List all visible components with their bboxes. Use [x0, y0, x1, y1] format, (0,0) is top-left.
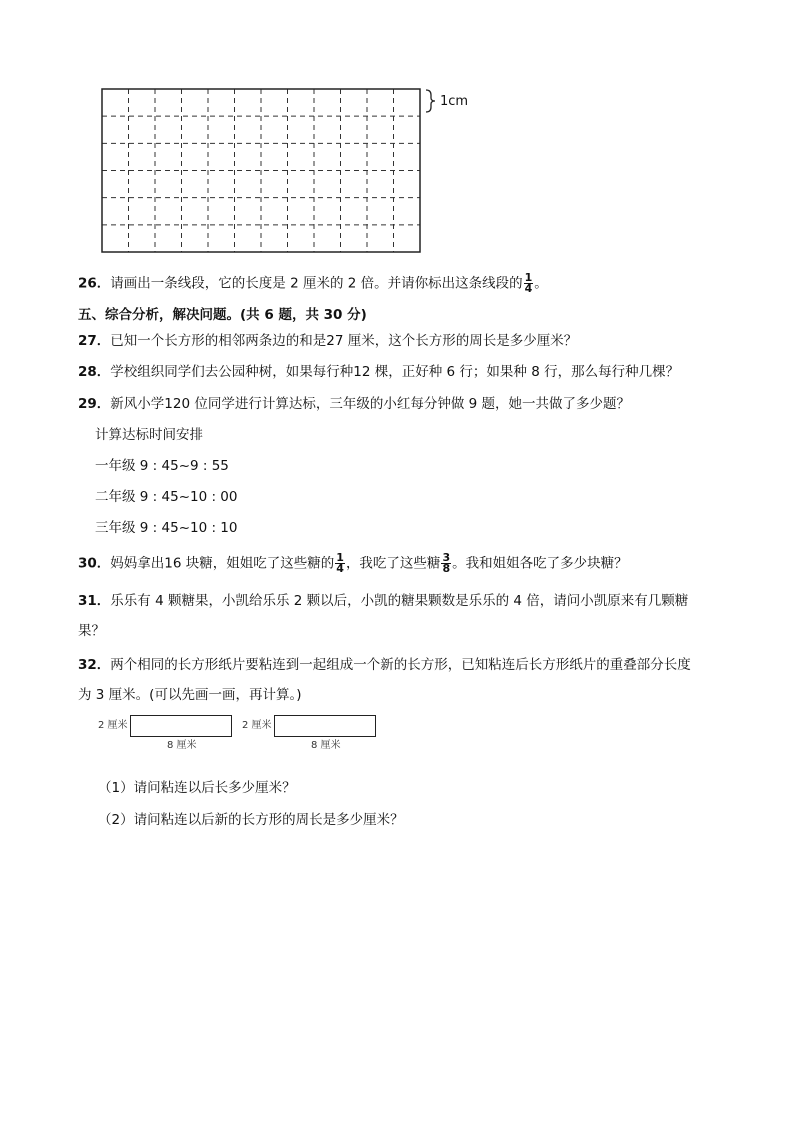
fraction-denominator: 8 — [442, 562, 451, 575]
question-end: 。 — [534, 275, 548, 292]
schedule-row: 三年级 9 : 45~10 : 10 — [95, 520, 238, 536]
question-text: 请画出一条线段，它的长度是 2 厘米的 2 倍。并请你标出这条线段的 — [110, 275, 523, 292]
question-27 — [78, 331, 577, 351]
question-text: 妈妈拿出16 块糖，姐姐吃了这些糖的 — [110, 555, 335, 572]
rectangle-paper-1 — [130, 715, 232, 737]
schedule-title: 计算达标时间安排 — [95, 427, 203, 443]
scale-bracket-icon — [424, 88, 440, 114]
question-30 — [78, 553, 628, 574]
fraction-numerator: 1 — [336, 551, 344, 564]
fraction-numerator: 1 — [524, 271, 533, 284]
question-number: 26． — [78, 275, 111, 292]
rect2-width-label: 8 厘米 — [311, 740, 341, 751]
question-text: ，我吃了这些糖 — [345, 555, 441, 572]
question-text: 乐乐有 4 颗糖果，小凯给乐乐 2 颗以后，小凯的糖果颗数是乐乐的 4 倍，请问小凯原来有几颗糖 — [110, 593, 689, 609]
fraction — [335, 553, 345, 574]
fraction-denominator: 4 — [336, 562, 344, 575]
question-text: 。我和姐姐各吃了多少块糖？ — [452, 555, 628, 572]
fraction — [524, 273, 534, 294]
rect2-height-label: 2 厘米 — [242, 720, 272, 731]
rect1-height-label: 2 厘米 — [98, 720, 128, 731]
rect1-width-label: 8 厘米 — [167, 740, 197, 751]
schedule-row: 一年级 9 : 45~9 : 55 — [95, 458, 229, 474]
grid-scale-label: 1cm — [440, 94, 469, 109]
rectangle-paper-2 — [274, 715, 376, 737]
fraction-numerator: 3 — [442, 551, 451, 564]
section-title: 五、综合分析，解决问题。(共 6 题，共 30 分) — [78, 307, 367, 323]
question-31 — [78, 591, 688, 611]
question-32-continued: 为 3 厘米。(可以先画一画，再计算。) — [78, 687, 302, 703]
question-32 — [78, 655, 691, 675]
schedule-row: 二年级 9 : 45~10 : 00 — [95, 489, 238, 505]
grid-lines — [102, 89, 420, 252]
question-text: 学校组织同学们去公园种树，如果每行种12 棵，正好种 6 行；如果种 8 行，那么每行种几棵？ — [110, 364, 680, 380]
question-number: 27． — [78, 333, 111, 349]
question-number: 28． — [78, 364, 111, 380]
question-text: 新风小学120 位同学进行计算达标，三年级的小红每分钟做 9 题，她一共做了多少题？ — [110, 396, 631, 412]
fraction — [441, 553, 451, 574]
question-text: 两个相同的长方形纸片要粘连到一起组成一个新的长方形，已知粘连后长方形纸片的重叠部分长度 — [110, 657, 691, 673]
sub-question-2: （2）请问粘连以后新的长方形的周长是多少厘米？ — [98, 812, 404, 828]
centimeter-grid — [100, 87, 430, 255]
question-number: 30． — [78, 555, 111, 572]
question-29 — [78, 394, 630, 414]
question-31-continued: 果？ — [78, 623, 105, 639]
question-28 — [78, 362, 679, 382]
question-number: 31． — [78, 593, 111, 609]
question-26 — [78, 273, 548, 294]
sub-question-1: （1）请问粘连以后长多少厘米？ — [98, 780, 296, 796]
question-number: 29． — [78, 396, 111, 412]
fraction-denominator: 4 — [524, 282, 533, 295]
question-number: 32． — [78, 657, 111, 673]
question-text: 已知一个长方形的相邻两条边的和是27 厘米，这个长方形的周长是多少厘米？ — [110, 333, 578, 349]
